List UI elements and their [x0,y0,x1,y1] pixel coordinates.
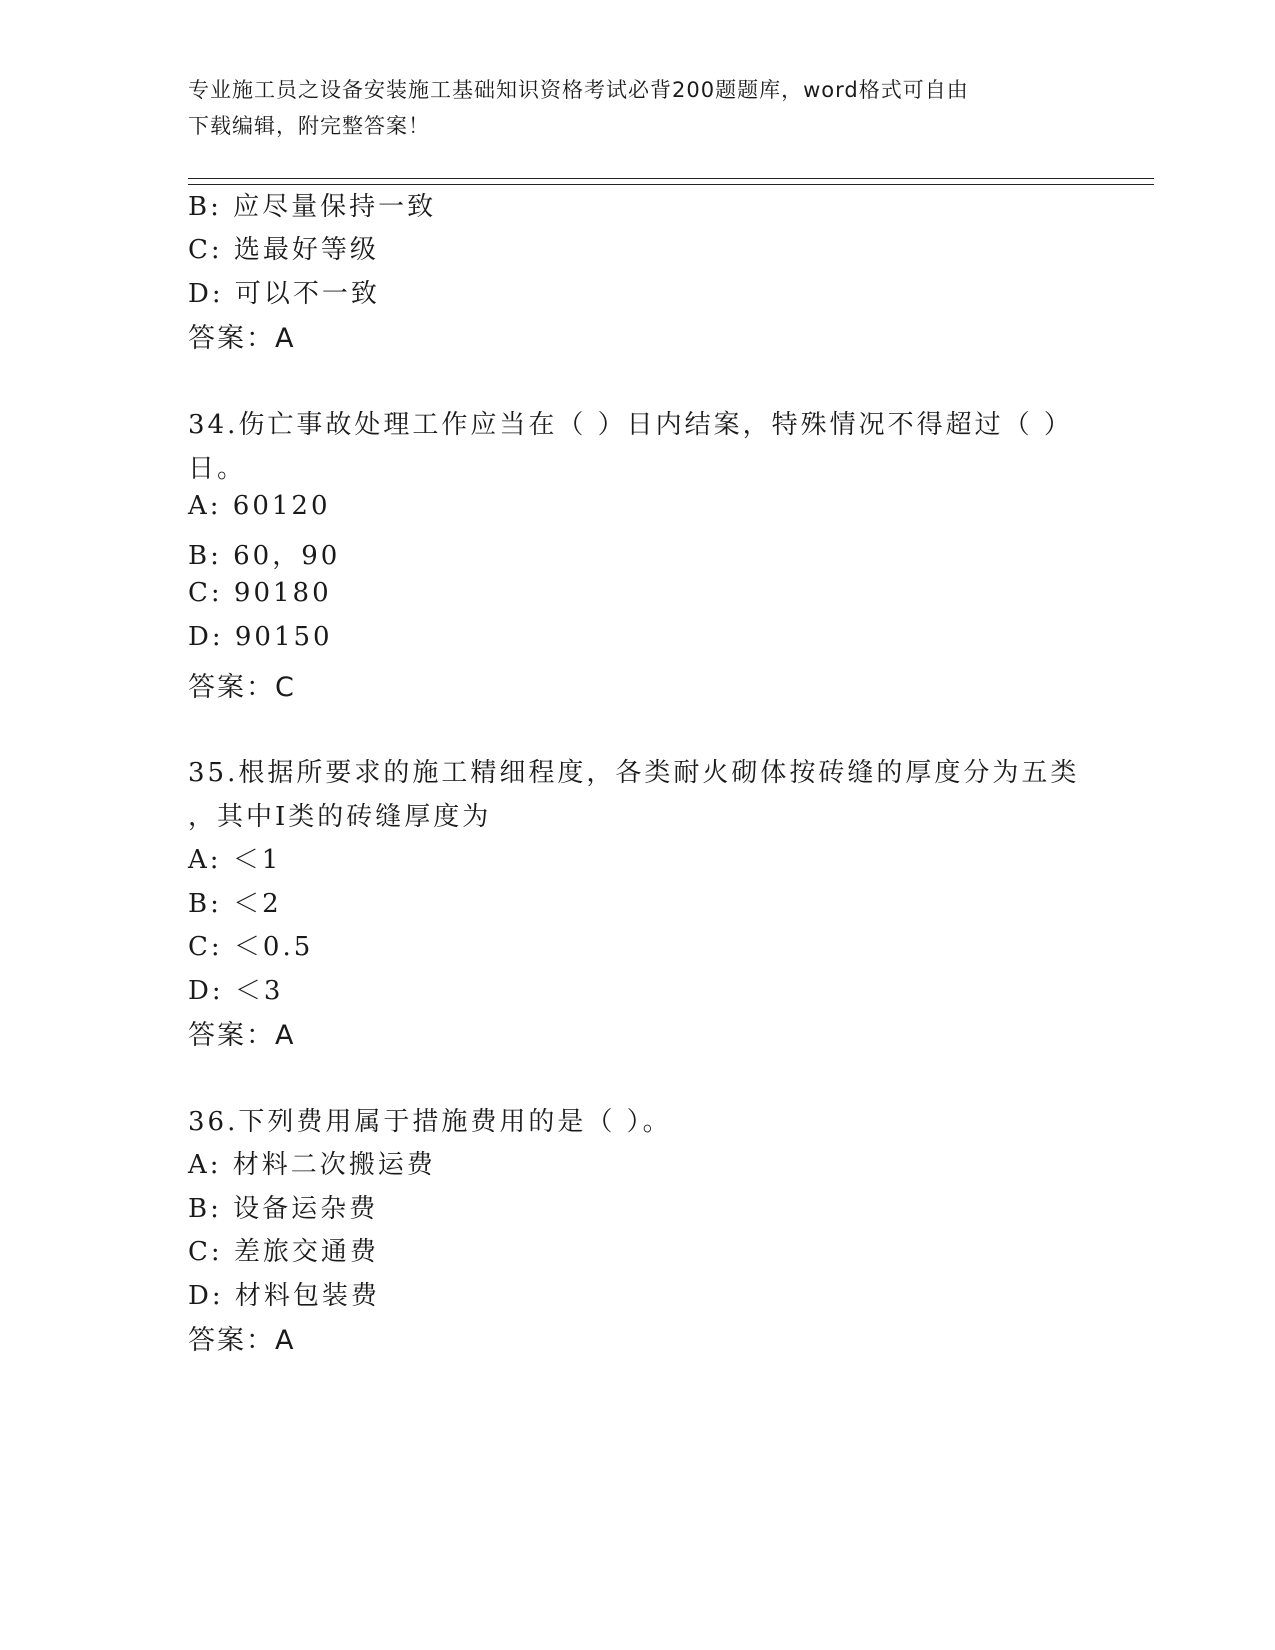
option-c: C: 90180 [188,578,332,608]
option-c: C: 差旅交通费 [188,1237,379,1267]
answer-line: 答案：A [188,1325,296,1356]
answer-line: 答案：A [188,323,296,354]
header-divider-top [188,178,1154,179]
option-b: B: 60，90 [188,541,341,571]
option-c: C: 选最好等级 [188,235,379,265]
header-line-1: 专业施工员之设备安装施工基础知识资格考试必背200题题库，word格式可自由 [188,78,969,102]
option-d: D: 90150 [188,622,333,652]
answer-line: 答案：C [188,672,296,703]
question-stem: 36.下列费用属于措施费用的是（ ）。 [188,1107,672,1137]
option-b: B: 设备运杂费 [188,1194,379,1224]
option-d: D: ＜3 [188,976,284,1006]
option-d: D: 材料包装费 [188,1281,380,1311]
question-stem: 34.伤亡事故处理工作应当在（ ）日内结案，特殊情况不得超过（ ） [188,410,1073,440]
option-a: A: 材料二次搬运费 [188,1150,436,1180]
option-a: A: ＜1 [188,845,282,875]
header-line-2: 下载编辑，附完整答案！ [188,114,430,138]
question-stem: 35.根据所要求的施工精细程度，各类耐火砌体按砖缝的厚度分为五类 [188,758,1080,788]
header-divider-bottom [188,184,1154,185]
option-b: B: ＜2 [188,889,282,919]
document-header [188,72,1088,144]
option-c: C: ＜0.5 [188,932,314,962]
question-stem-continued: 日。 [188,454,247,484]
option-d: D: 可以不一致 [188,279,380,309]
option-b: B: 应尽量保持一致 [188,192,437,222]
option-a: A: 60120 [188,491,331,521]
answer-line: 答案：A [188,1020,296,1051]
question-stem-continued: ，其中Ⅰ类的砖缝厚度为 [188,802,492,832]
